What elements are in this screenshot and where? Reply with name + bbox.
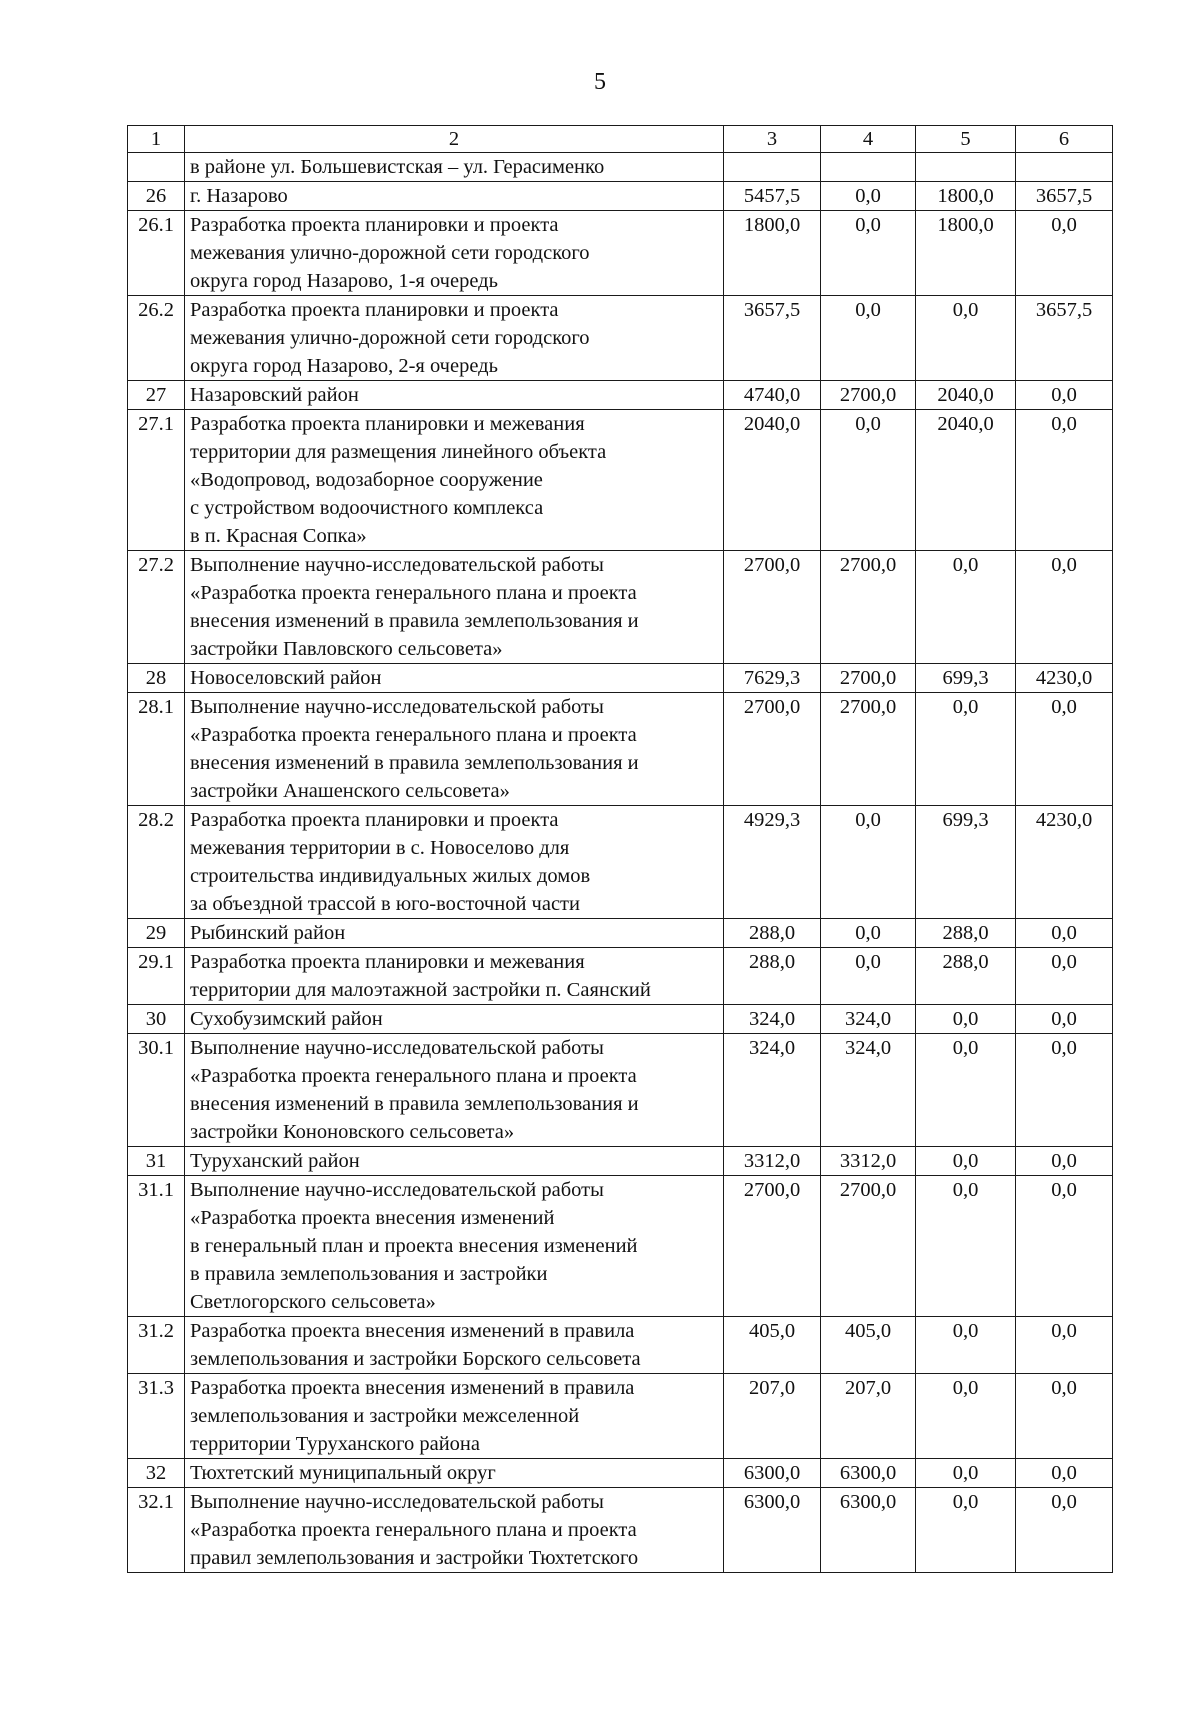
table-row <box>128 1147 1113 1176</box>
table-row <box>128 381 1113 410</box>
value-col-3: 2700,0 <box>724 693 821 806</box>
value-col-6: 0,0 <box>1016 1176 1113 1317</box>
header-cell-2: 2 <box>185 126 724 153</box>
row-number: 31.2 <box>128 1317 185 1374</box>
value-col-3: 2040,0 <box>724 410 821 551</box>
description-line: землепользования и застройки межселенной <box>190 1405 580 1427</box>
value-col-3: 207,0 <box>724 1374 821 1459</box>
row-number: 32 <box>128 1459 185 1488</box>
row-description <box>185 381 724 410</box>
row-description <box>185 948 724 1005</box>
value-col-5: 0,0 <box>916 1176 1016 1317</box>
description-line: застройки Кононовского сельсовета» <box>190 1121 515 1143</box>
row-number: 28 <box>128 664 185 693</box>
description-line: внесения изменений в правила землепользования и <box>190 610 639 632</box>
row-description <box>185 296 724 381</box>
table-header-row <box>128 126 1113 153</box>
description-line: «Разработка проекта генерального плана и проекта <box>190 724 637 746</box>
value-col-5: 288,0 <box>916 948 1016 1005</box>
value-col-6: 4230,0 <box>1016 664 1113 693</box>
value-col-5: 1800,0 <box>916 182 1016 211</box>
row-description <box>185 1034 724 1147</box>
value-col-4: 0,0 <box>821 919 916 948</box>
budget-table <box>127 125 1113 1573</box>
description-line: «Водопровод, водозаборное сооружение <box>190 469 543 491</box>
description-line: внесения изменений в правила землепользования и <box>190 1093 639 1115</box>
description-line: правил землепользования и застройки Тюхтетского <box>190 1547 639 1569</box>
value-col-4: 0,0 <box>821 296 916 381</box>
value-col-6: 0,0 <box>1016 1459 1113 1488</box>
value-col-5: 0,0 <box>916 1317 1016 1374</box>
description-line: застройки Анашенского сельсовета» <box>190 780 510 802</box>
value-col-3: 288,0 <box>724 919 821 948</box>
row-number: 26.1 <box>128 211 185 296</box>
description-line: межевания улично-дорожной сети городского <box>190 327 590 349</box>
value-col-3 <box>724 153 821 182</box>
description-line: «Разработка проекта генерального плана и проекта <box>190 1065 637 1087</box>
table-row <box>128 1317 1113 1374</box>
row-description <box>185 153 724 182</box>
row-description <box>185 806 724 919</box>
value-col-5: 1800,0 <box>916 211 1016 296</box>
description-line: межевания улично-дорожной сети городского <box>190 242 590 264</box>
value-col-4 <box>821 153 916 182</box>
description-line: Новоселовский район <box>190 667 382 689</box>
table-row <box>128 153 1113 182</box>
description-line: «Разработка проекта генерального плана и проекта <box>190 1519 637 1541</box>
value-col-6: 0,0 <box>1016 1005 1113 1034</box>
table-row <box>128 664 1113 693</box>
value-col-4: 2700,0 <box>821 1176 916 1317</box>
value-col-6: 0,0 <box>1016 410 1113 551</box>
table-row <box>128 1374 1113 1459</box>
value-col-5: 699,3 <box>916 664 1016 693</box>
value-col-3: 324,0 <box>724 1005 821 1034</box>
description-line: территории Туруханского района <box>190 1433 480 1455</box>
description-line: территории для малоэтажной застройки п. Саянский <box>190 979 651 1001</box>
value-col-3: 288,0 <box>724 948 821 1005</box>
description-line: межевания территории в с. Новоселово для <box>190 837 570 859</box>
table-row <box>128 410 1113 551</box>
description-line: Туруханский район <box>190 1150 360 1172</box>
row-number: 27.2 <box>128 551 185 664</box>
description-line: землепользования и застройки Борского сельсовета <box>190 1348 641 1370</box>
description-line: Разработка проекта планировки и проекта <box>190 809 559 831</box>
row-number: 29 <box>128 919 185 948</box>
description-line: в п. Красная Сопка» <box>190 525 367 547</box>
description-line: Назаровский район <box>190 384 359 406</box>
value-col-6: 0,0 <box>1016 1374 1113 1459</box>
value-col-6: 0,0 <box>1016 211 1113 296</box>
row-number: 28.2 <box>128 806 185 919</box>
row-number: 31 <box>128 1147 185 1176</box>
value-col-5: 0,0 <box>916 693 1016 806</box>
value-col-5: 699,3 <box>916 806 1016 919</box>
description-line: внесения изменений в правила землепользования и <box>190 752 639 774</box>
row-description <box>185 664 724 693</box>
value-col-3: 4929,3 <box>724 806 821 919</box>
value-col-6: 4230,0 <box>1016 806 1113 919</box>
header-cell-4: 4 <box>821 126 916 153</box>
value-col-6 <box>1016 153 1113 182</box>
row-number: 27 <box>128 381 185 410</box>
value-col-6: 0,0 <box>1016 919 1113 948</box>
description-line: в районе ул. Большевистская – ул. Герасименко <box>190 156 605 178</box>
value-col-6: 0,0 <box>1016 551 1113 664</box>
description-line: Сухобузимский район <box>190 1008 383 1030</box>
value-col-5: 0,0 <box>916 1005 1016 1034</box>
table-row <box>128 296 1113 381</box>
row-number <box>128 153 185 182</box>
description-line: Тюхтетский муниципальный округ <box>190 1462 496 1484</box>
row-description <box>185 1374 724 1459</box>
description-line: г. Назарово <box>190 185 288 207</box>
description-line: Светлогорского сельсовета» <box>190 1291 436 1313</box>
value-col-4: 0,0 <box>821 948 916 1005</box>
description-line: территории для размещения линейного объекта <box>190 441 607 463</box>
description-line: в правила землепользования и застройки <box>190 1263 548 1285</box>
value-col-5: 0,0 <box>916 1374 1016 1459</box>
table-row <box>128 919 1113 948</box>
description-line: в генеральный план и проекта внесения изменений <box>190 1235 638 1257</box>
table-row <box>128 211 1113 296</box>
row-description <box>185 919 724 948</box>
value-col-3: 6300,0 <box>724 1459 821 1488</box>
row-description <box>185 410 724 551</box>
value-col-5: 2040,0 <box>916 381 1016 410</box>
value-col-4: 0,0 <box>821 410 916 551</box>
description-line: Разработка проекта планировки и проекта <box>190 214 559 236</box>
value-col-3: 3312,0 <box>724 1147 821 1176</box>
value-col-6: 0,0 <box>1016 1317 1113 1374</box>
value-col-3: 2700,0 <box>724 551 821 664</box>
description-line: Разработка проекта планировки и проекта <box>190 299 559 321</box>
value-col-3: 7629,3 <box>724 664 821 693</box>
description-line: Рыбинский район <box>190 922 346 944</box>
value-col-4: 324,0 <box>821 1005 916 1034</box>
value-col-4: 0,0 <box>821 182 916 211</box>
row-number: 32.1 <box>128 1488 185 1573</box>
row-number: 30 <box>128 1005 185 1034</box>
value-col-5: 288,0 <box>916 919 1016 948</box>
row-description <box>185 1488 724 1573</box>
table-row <box>128 1034 1113 1147</box>
description-line: Разработка проекта планировки и межевания <box>190 413 585 435</box>
description-line: Выполнение научно-исследовательской работы <box>190 1037 604 1059</box>
value-col-6: 0,0 <box>1016 1034 1113 1147</box>
description-line: Выполнение научно-исследовательской работы <box>190 554 604 576</box>
value-col-6: 0,0 <box>1016 381 1113 410</box>
row-description <box>185 211 724 296</box>
row-description <box>185 1147 724 1176</box>
description-line: Выполнение научно-исследовательской работы <box>190 696 604 718</box>
table-row <box>128 1488 1113 1573</box>
table-body <box>128 126 1113 1573</box>
table-row <box>128 182 1113 211</box>
row-number: 29.1 <box>128 948 185 1005</box>
value-col-4: 3312,0 <box>821 1147 916 1176</box>
row-description <box>185 551 724 664</box>
description-line: «Разработка проекта внесения изменений <box>190 1207 555 1229</box>
description-line: Выполнение научно-исследовательской работы <box>190 1491 604 1513</box>
value-col-4: 324,0 <box>821 1034 916 1147</box>
header-cell-3: 3 <box>724 126 821 153</box>
value-col-3: 4740,0 <box>724 381 821 410</box>
value-col-6: 3657,5 <box>1016 296 1113 381</box>
value-col-3: 5457,5 <box>724 182 821 211</box>
value-col-5 <box>916 153 1016 182</box>
value-col-6: 0,0 <box>1016 693 1113 806</box>
value-col-4: 2700,0 <box>821 693 916 806</box>
value-col-4: 6300,0 <box>821 1459 916 1488</box>
description-line: округа город Назарово, 2-я очередь <box>190 355 498 377</box>
value-col-3: 2700,0 <box>724 1176 821 1317</box>
description-line: округа город Назарово, 1-я очередь <box>190 270 498 292</box>
row-description <box>185 1317 724 1374</box>
value-col-4: 0,0 <box>821 806 916 919</box>
value-col-4: 6300,0 <box>821 1488 916 1573</box>
value-col-6: 0,0 <box>1016 1488 1113 1573</box>
value-col-5: 0,0 <box>916 1034 1016 1147</box>
table-row <box>128 1176 1113 1317</box>
value-col-4: 405,0 <box>821 1317 916 1374</box>
row-number: 30.1 <box>128 1034 185 1147</box>
description-line: Разработка проекта планировки и межевания <box>190 951 585 973</box>
table-row <box>128 1005 1113 1034</box>
value-col-3: 1800,0 <box>724 211 821 296</box>
row-description <box>185 182 724 211</box>
value-col-3: 324,0 <box>724 1034 821 1147</box>
table-row <box>128 551 1113 664</box>
row-description <box>185 1005 724 1034</box>
description-line: Разработка проекта внесения изменений в правила <box>190 1377 635 1399</box>
value-col-4: 207,0 <box>821 1374 916 1459</box>
description-line: Разработка проекта внесения изменений в правила <box>190 1320 635 1342</box>
description-line: с устройством водоочистного комплекса <box>190 497 544 519</box>
row-description <box>185 1459 724 1488</box>
description-line: «Разработка проекта генерального плана и проекта <box>190 582 637 604</box>
description-line: застройки Павловского сельсовета» <box>190 638 503 660</box>
value-col-4: 2700,0 <box>821 551 916 664</box>
description-line: строительства индивидуальных жилых домов <box>190 865 591 887</box>
row-description <box>185 1176 724 1317</box>
value-col-4: 2700,0 <box>821 664 916 693</box>
header-cell-1: 1 <box>128 126 185 153</box>
value-col-3: 405,0 <box>724 1317 821 1374</box>
header-cell-6: 6 <box>1016 126 1113 153</box>
row-number: 27.1 <box>128 410 185 551</box>
row-number: 26.2 <box>128 296 185 381</box>
table-row <box>128 948 1113 1005</box>
value-col-5: 0,0 <box>916 1488 1016 1573</box>
row-number: 31.3 <box>128 1374 185 1459</box>
table-row <box>128 1459 1113 1488</box>
value-col-4: 0,0 <box>821 211 916 296</box>
table-row <box>128 806 1113 919</box>
page-number: 5 <box>594 69 606 95</box>
value-col-5: 0,0 <box>916 1147 1016 1176</box>
value-col-6: 0,0 <box>1016 1147 1113 1176</box>
value-col-5: 0,0 <box>916 551 1016 664</box>
row-number: 26 <box>128 182 185 211</box>
value-col-5: 2040,0 <box>916 410 1016 551</box>
row-description <box>185 693 724 806</box>
description-line: Выполнение научно-исследовательской работы <box>190 1179 604 1201</box>
header-cell-5: 5 <box>916 126 1016 153</box>
description-line: за объездной трассой в юго-восточной части <box>190 893 580 915</box>
value-col-3: 3657,5 <box>724 296 821 381</box>
row-number: 31.1 <box>128 1176 185 1317</box>
value-col-6: 3657,5 <box>1016 182 1113 211</box>
value-col-6: 0,0 <box>1016 948 1113 1005</box>
row-number: 28.1 <box>128 693 185 806</box>
value-col-5: 0,0 <box>916 1459 1016 1488</box>
table-row <box>128 693 1113 806</box>
value-col-3: 6300,0 <box>724 1488 821 1573</box>
value-col-4: 2700,0 <box>821 381 916 410</box>
value-col-5: 0,0 <box>916 296 1016 381</box>
